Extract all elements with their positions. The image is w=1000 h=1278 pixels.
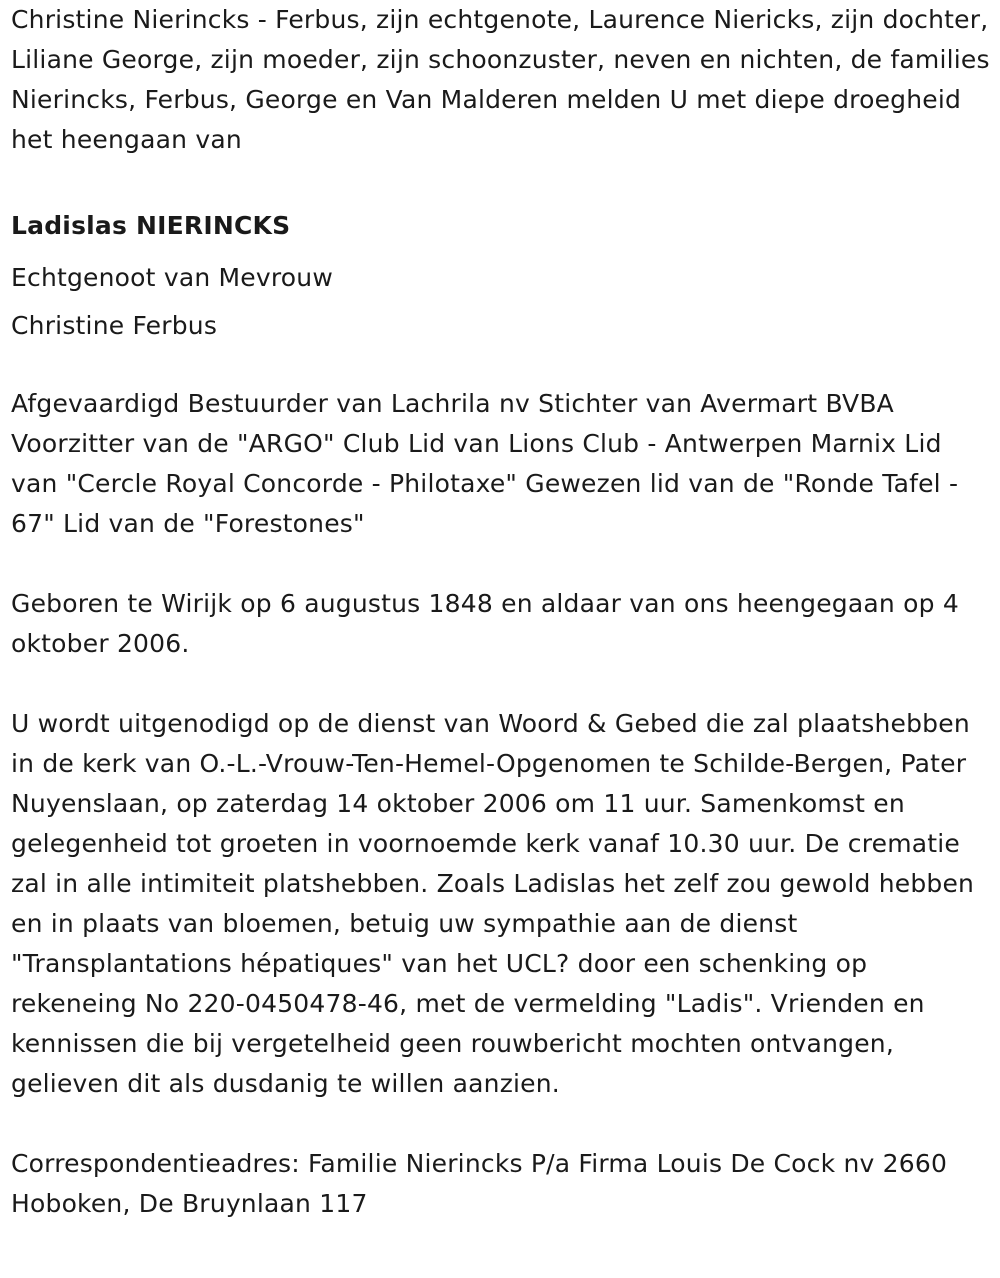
deceased-name: Ladislas NIERINCKS xyxy=(11,211,291,240)
spacer xyxy=(11,544,991,584)
spacer xyxy=(11,1104,991,1144)
intro-paragraph: Christine Nierincks - Ferbus, zijn echtgenote, Laurence Niericks, zijn dochter, Liliane George, zijn moeder, zijn schoonzuster, neven en nichten, de families Nierincks, Ferbus, George en Van Malderen melden U met diepe droegheid het heengaan van xyxy=(11,5,990,154)
birth-death-paragraph: Geboren te Wirijk op 6 augustus 1848 en aldaar van ons heengegaan op 4 oktober 2006. xyxy=(11,589,959,658)
service-paragraph: U wordt uitgenodigd op de dienst van Woord & Gebed die zal plaatshebben in de kerk van O.-L.-Vrouw-Ten-Hemel-Opgenomen te Schilde-Bergen, Pater Nuyenslaan, op zaterdag 14 oktober 2006 om 11 uur. Samenkomst en gelegenheid tot groeten in voornoemde kerk vanaf 10.30 uur. De crematie zal in alle intimiteit platshebben. Zoals Ladislas het zelf zou gewold hebben en in plaats van bloemen, betuig uw sympathie aan de dienst "Transplantations hépatiques" van het UCL? door een schenking op rekeneing No 220-0450478-46, met de vermelding "Ladis". Vrienden en kennissen die bij vergetelheid geen rouwbericht mochten ontvangen, gelieven dit als dusdanig te willen aanzien. xyxy=(11,709,975,1098)
spouse-line-1: Echtgenoot van Mevrouw xyxy=(11,263,333,292)
spacer xyxy=(11,350,991,384)
spacer xyxy=(11,160,991,200)
correspondence-paragraph: Correspondentieadres: Familie Nierincks P/a Firma Louis De Cock nv 2660 Hoboken, De Bruynlaan 117 xyxy=(11,1149,948,1218)
spouse-line-2: Christine Ferbus xyxy=(11,311,218,340)
spacer xyxy=(11,664,991,704)
career-paragraph: Afgevaardigd Bestuurder van Lachrila nv Stichter van Avermart BVBA Voorzitter van de "ARGO" Club Lid van Lions Club - Antwerpen Marnix Lid van "Cercle Royal Concorde - Philotaxe" Gewezen lid van de "Ronde Tafel - 67" Lid van de "Forestones" xyxy=(11,389,959,538)
obituary-document xyxy=(11,0,991,1224)
